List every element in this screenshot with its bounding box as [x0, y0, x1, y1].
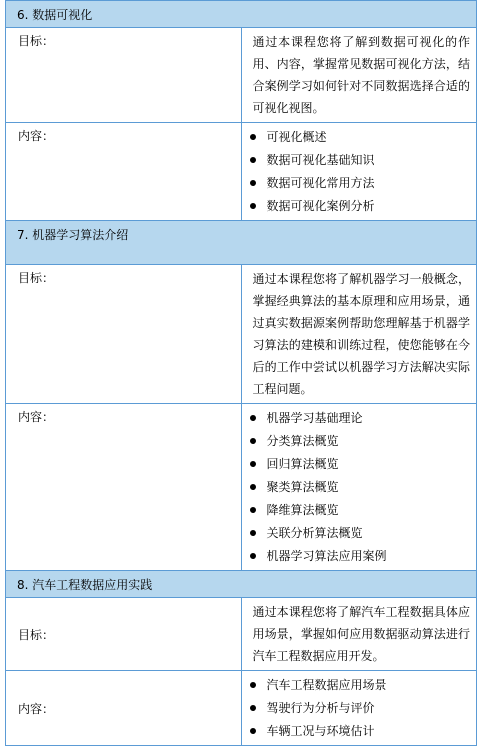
content-cell — [241, 671, 477, 746]
section-7-header-row — [6, 221, 477, 265]
list-item — [250, 697, 477, 720]
section-6-header-row — [6, 1, 477, 28]
list-item-label: 机器学习基础理论 — [266, 411, 363, 425]
goal-label: 目标： — [6, 265, 242, 404]
list-item-label: 数据可视化案例分析 — [266, 199, 375, 213]
list-item — [250, 407, 477, 430]
goal-label: 目标： — [6, 28, 242, 123]
list-item — [250, 195, 477, 218]
list-item-label: 回归算法概览 — [266, 457, 339, 471]
list-item — [250, 522, 477, 545]
list-item-label: 机器学习算法应用案例 — [266, 549, 387, 563]
bullet-icon — [250, 507, 256, 513]
goal-label: 目标： — [6, 598, 242, 671]
list-item — [250, 453, 477, 476]
section-6-goal-row — [6, 28, 477, 123]
section-6-content-row — [6, 123, 477, 221]
list-item — [250, 476, 477, 499]
goal-text: 通过本课程您将了解到数据可视化的作用、内容，掌握常见数据可视化方法，结合案例学习如何针对不同数据选择合适的可视化视图。 — [241, 28, 477, 123]
bullet-icon — [250, 728, 256, 734]
bullet-icon — [250, 682, 256, 688]
bullet-icon — [250, 553, 256, 559]
list-item-label: 可视化概述 — [266, 130, 327, 144]
list-item — [250, 172, 477, 195]
section-title: 8. 汽车工程数据应用实践 — [6, 571, 477, 598]
section-7-goal-row — [6, 265, 477, 404]
bullet-icon — [250, 157, 256, 163]
content-label: 内容： — [6, 404, 242, 571]
bullet-icon — [250, 705, 256, 711]
list-item-label: 降维算法概览 — [266, 503, 339, 517]
content-cell — [241, 123, 477, 221]
bullet-icon — [250, 134, 256, 140]
content-list — [242, 123, 477, 220]
list-item-label: 汽车工程数据应用场景 — [266, 678, 387, 692]
section-8-content-row — [6, 671, 477, 746]
list-item-label: 车辆工况与环境估计 — [266, 724, 375, 738]
bullet-icon — [250, 180, 256, 186]
bullet-icon — [250, 530, 256, 536]
section-7-content-row — [6, 404, 477, 571]
content-list — [242, 671, 477, 745]
list-item-label: 数据可视化常用方法 — [266, 176, 375, 190]
section-8-goal-row — [6, 598, 477, 671]
list-item — [250, 149, 477, 172]
list-item — [250, 499, 477, 522]
section-title: 7. 机器学习算法介绍 — [6, 221, 477, 265]
list-item — [250, 674, 477, 697]
bullet-icon — [250, 484, 256, 490]
goal-text: 通过本课程您将了解机器学习一般概念，掌握经典算法的基本原理和应用场景，通过真实数据源案例帮助您理解基于机器学习算法的建模和训练过程，使您能够在今后的工作中尝试以机器学习方法解决实际工程问题。 — [241, 265, 477, 404]
list-item-label: 关联分析算法概览 — [266, 526, 363, 540]
list-item-label: 分类算法概览 — [266, 434, 339, 448]
goal-text: 通过本课程您将了解汽车工程数据具体应用场景，掌握如何应用数据驱动算法进行汽车工程数据应用开发。 — [241, 598, 477, 671]
list-item — [250, 545, 477, 568]
content-list — [242, 404, 477, 570]
bullet-icon — [250, 415, 256, 421]
course-table — [5, 0, 477, 746]
content-cell — [241, 404, 477, 571]
list-item — [250, 430, 477, 453]
section-8-header-row — [6, 571, 477, 598]
content-label: 内容： — [6, 671, 242, 746]
bullet-icon — [250, 203, 256, 209]
list-item-label: 聚类算法概览 — [266, 480, 339, 494]
bullet-icon — [250, 438, 256, 444]
list-item — [250, 126, 477, 149]
section-title: 6. 数据可视化 — [6, 1, 477, 28]
bullet-icon — [250, 461, 256, 467]
content-label: 内容： — [6, 123, 242, 221]
list-item-label: 数据可视化基础知识 — [266, 153, 375, 167]
list-item — [250, 720, 477, 743]
list-item-label: 驾驶行为分析与评价 — [266, 701, 375, 715]
